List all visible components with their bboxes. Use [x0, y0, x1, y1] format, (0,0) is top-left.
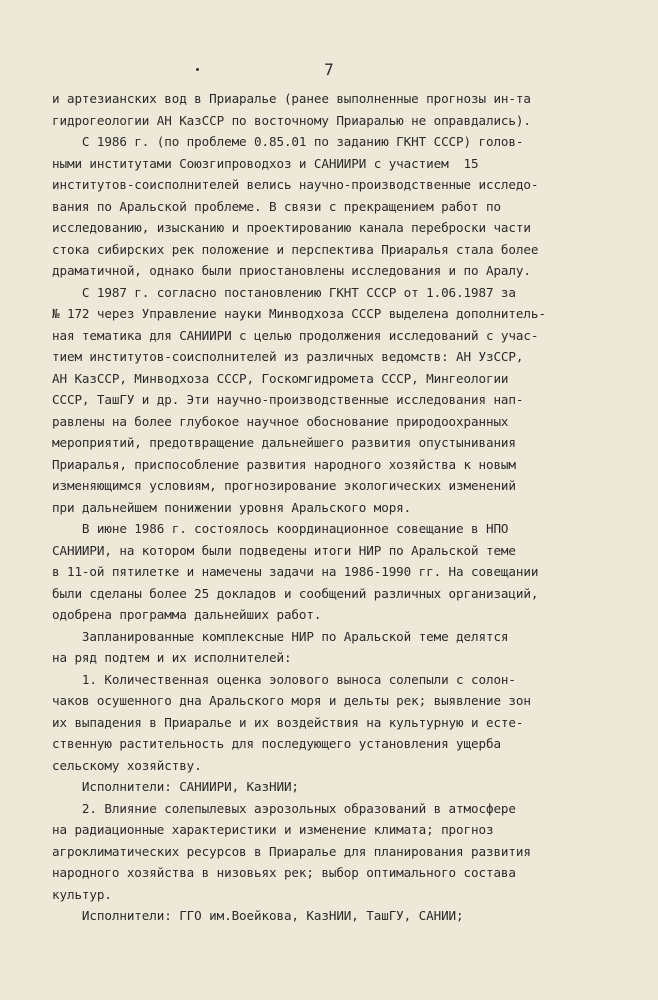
text-line: изменяющимся условиям, прогнозирование экологических изменений: [52, 478, 516, 493]
text-line: исследованию, изысканию и проектированию канала переброски части: [52, 220, 531, 235]
text-line: в 11-ой пятилетке и намечены задачи на 1986-1990 гг. На совещании: [52, 564, 539, 579]
text-line: агроклиматических ресурсов в Приаралье для планирования развития: [52, 843, 531, 859]
text-line: АН КазССР, Минводхоза СССР, Госкомгидромета СССР, Мингеологии: [52, 370, 509, 386]
text-line: при дальнейшем понижении уровня Аральского моря.: [52, 499, 412, 515]
text-line: Приаралья, приспособление развития народного хозяйства к новым: [52, 456, 516, 472]
body-text: [52, 88, 612, 927]
text-line: С 1986 г. (по проблеме 0.85.01 по заданию ГКНТ СССР) голов-: [52, 134, 524, 149]
text-line: № 172 через Управление науки Минводхоза СССР выделена дополнитель-: [52, 306, 546, 321]
text-line: ная тематика для САНИИРИ с целью продолжения исследований с учас-: [52, 327, 539, 343]
text-line: одобрена программа дальнейших работ.: [52, 607, 322, 622]
text-line: чаков осушенного дна Аральского моря и дельты рек; выявление зон: [52, 693, 531, 708]
text-line: и артезианских вод в Приаралье (ранее выполненные прогнозы ин-та: [52, 91, 531, 106]
text-line: САНИИРИ, на котором были подведены итоги НИР по Аральской теме: [52, 542, 516, 558]
text-line: Исполнители: ГГО им.Воейкова, КазНИИ, ТашГУ, САНИИ;: [52, 908, 464, 923]
text-line: Исполнители: САНИИРИ, КазНИИ;: [52, 779, 299, 794]
text-line: ственную растительность для последующего установления ущерба: [52, 736, 501, 751]
text-line: тием институтов-соисполнителей из различных ведомств: АН УзССР,: [52, 349, 524, 364]
text-line: стока сибирских рек положение и перспектива Приаралья стала более: [52, 241, 539, 257]
text-line: институтов-соисполнителей велись научно-производственные исследо-: [52, 177, 539, 192]
text-line: СССР, ТашГУ и др. Эти научно-производственные исследования нап-: [52, 392, 524, 407]
text-line: равлены на более глубокое научное обоснование природоохранных: [52, 413, 509, 429]
text-line: вания по Аральской проблеме. В связи с прекращением работ по: [52, 198, 501, 214]
text-line: на радиационные характеристики и изменение климата; прогноз: [52, 822, 494, 837]
text-line: 1. Количественная оценка эолового выноса солепыли с солон-: [52, 671, 516, 687]
text-line: народного хозяйства в низовьях рек; выбор оптимального состава: [52, 865, 516, 880]
text-line: на ряд подтем и их исполнителей:: [52, 650, 292, 665]
text-line: сельскому хозяйству.: [52, 757, 202, 773]
text-line: 2. Влияние солепылевых аэрозольных образований в атмосфере: [52, 800, 516, 816]
text-line: С 1987 г. согласно постановлению ГКНТ СССР от 1.06.1987 за: [52, 284, 516, 300]
text-line: гидрогеологии АН КазССР по восточному Приаралью не оправдались).: [52, 112, 531, 128]
text-line: культур.: [52, 886, 112, 902]
text-line: драматичной, однако были приостановлены исследования и по Аралу.: [52, 263, 531, 278]
text-line: мероприятий, предотвращение дальнейшего развития опустынивания: [52, 435, 516, 450]
page-number: 7: [324, 60, 334, 79]
text-line: Запланированные комплексные НИР по Аральской теме делятся: [52, 628, 509, 644]
text-line: В июне 1986 г. состоялось координационное совещание в НПО: [52, 521, 509, 536]
text-line: их выпадения в Приаралье и их воздействия на культурную и есте-: [52, 714, 524, 730]
text-line: ными институтами Союзгипроводхоз и САНИИРИ с участием 15: [52, 155, 479, 171]
text-line: были сделаны более 25 докладов и сообщений различных организаций,: [52, 585, 539, 601]
